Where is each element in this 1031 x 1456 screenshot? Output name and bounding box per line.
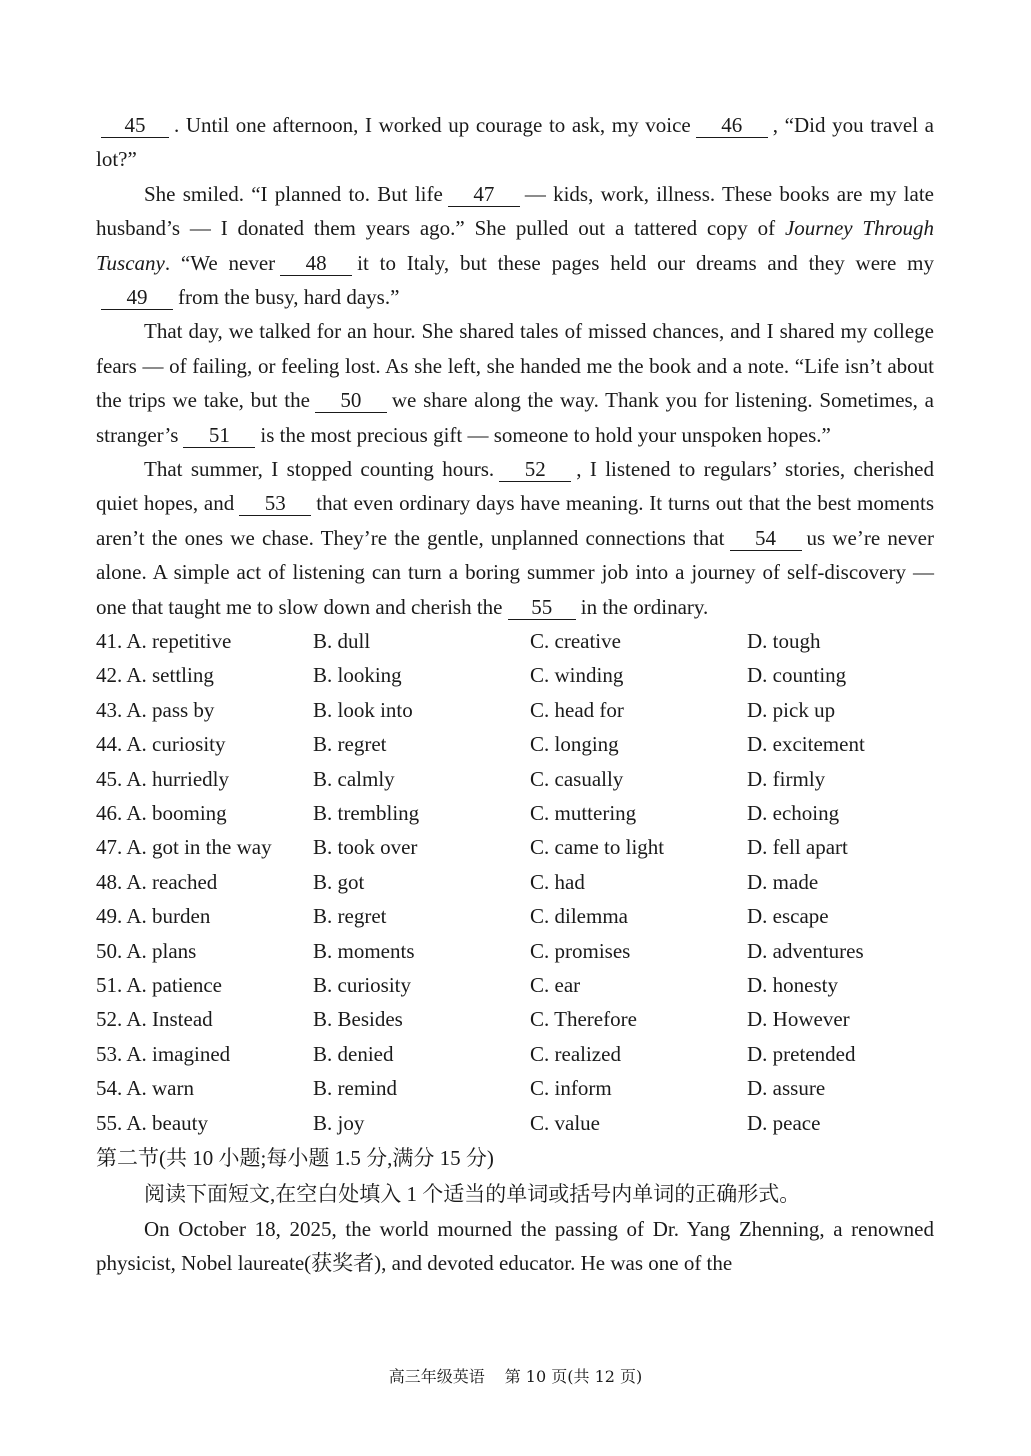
option-a: 52. A. Instead bbox=[96, 1007, 213, 1032]
option-row bbox=[96, 693, 934, 727]
option-row bbox=[96, 762, 934, 796]
option-a: 46. A. booming bbox=[96, 801, 227, 826]
option-b: B. denied bbox=[313, 1041, 394, 1066]
option-c: C. winding bbox=[530, 663, 624, 688]
option-c: C. Therefore bbox=[530, 1007, 637, 1032]
page-footer bbox=[0, 1364, 1031, 1387]
option-b: B. looking bbox=[313, 663, 402, 688]
blank-51: 51 bbox=[183, 423, 255, 448]
passage-paragraph-2: She smiled. “I planned to. But life 47 — kids, work, illness. These books are my late husband’s — I donated them years ago.” She pulled out a tattered copy of Journey Through Tuscany. “We never 48 it to Italy, but these pages held our dreams and they were my49 from the busy, hard days.” bbox=[96, 181, 935, 310]
option-c: C. came to light bbox=[530, 835, 665, 860]
option-d: D. counting bbox=[747, 663, 847, 688]
section-2-heading: 第二节(共 10 小题;每小题 1.5 分,满分 15 分) bbox=[96, 1145, 494, 1170]
option-c: C. inform bbox=[530, 1076, 612, 1101]
option-b: B. calmly bbox=[313, 766, 395, 791]
option-c: C. had bbox=[530, 869, 585, 894]
option-d: D. firmly bbox=[747, 766, 826, 791]
footer-subject: 高三年级英语 bbox=[388, 1367, 485, 1386]
option-d: D. excitement bbox=[747, 732, 865, 757]
option-c: C. casually bbox=[530, 766, 624, 791]
option-a: 55. A. beauty bbox=[96, 1110, 208, 1135]
option-a: 42. A. settling bbox=[96, 663, 214, 688]
option-c: C. creative bbox=[530, 629, 621, 654]
blank-53: 53 bbox=[239, 491, 311, 516]
passage-paragraph-3: That day, we talked for an hour. She shared tales of missed chances, and I shared my college fears — of failing, or feeling lost. As she left, she handed me the book and a note. “Life isn’t about the trips we take, but the 50 we share along the way. Thank you for listening. Sometimes, a stranger’s 51 is the most precious gift — someone to hold your unspoken hopes.” bbox=[96, 319, 934, 447]
option-b: B. curiosity bbox=[313, 973, 411, 997]
option-row bbox=[96, 658, 934, 692]
option-d: D. made bbox=[747, 869, 819, 894]
option-b: B. joy bbox=[313, 1110, 365, 1135]
option-c: C. ear bbox=[530, 973, 581, 997]
option-d: D. adventures bbox=[747, 938, 864, 963]
option-c: C. longing bbox=[530, 732, 619, 757]
passage-paragraph-4: That summer, I stopped counting hours. 52 , I listened to regulars’ stories, cherished quiet hopes, and 53 that even ordinary days have meaning. It turns out that the best moments aren’t the ones we chase. They’re the gentle, unplanned connections that 54 us we’re never alone. A simple act of listening can turn a boring summer job into a journey of self-discovery — one that taught me to slow down and cherish the 55 in the ordinary. bbox=[96, 457, 934, 619]
option-b: B. took over bbox=[313, 835, 418, 860]
option-row bbox=[96, 796, 934, 830]
option-row bbox=[96, 1002, 934, 1036]
option-d: D. echoing bbox=[747, 801, 840, 826]
option-c: C. muttering bbox=[530, 801, 637, 826]
option-row bbox=[96, 624, 934, 658]
blank-47: 47 bbox=[448, 182, 520, 207]
option-d: D. pick up bbox=[747, 697, 836, 722]
section-2-instruction: 阅读下面短文,在空白处填入 1 个适当的单词或括号内单词的正确形式。 bbox=[144, 1181, 801, 1206]
option-a: 53. A. imagined bbox=[96, 1041, 231, 1066]
option-a: 51. A. patience bbox=[96, 973, 222, 997]
option-c: C. dilemma bbox=[530, 904, 628, 929]
option-b: B. look into bbox=[313, 697, 413, 722]
option-d: D. honesty bbox=[747, 973, 838, 997]
option-d: D. fell apart bbox=[747, 835, 848, 860]
option-b: B. Besides bbox=[313, 1007, 403, 1032]
option-d: D. assure bbox=[747, 1076, 826, 1101]
option-b: B. moments bbox=[313, 938, 415, 963]
option-d: D. However bbox=[747, 1007, 850, 1032]
option-c: C. promises bbox=[530, 938, 631, 963]
option-row bbox=[96, 830, 934, 864]
option-row bbox=[96, 934, 934, 968]
blank-48: 48 bbox=[280, 251, 352, 276]
option-a: 49. A. burden bbox=[96, 904, 211, 929]
option-b: B. got bbox=[313, 869, 365, 894]
option-row bbox=[96, 899, 934, 933]
passage-paragraph-1: 45 . Until one afternoon, I worked up courage to ask, my voice 46 , “Did you travel a lot?” bbox=[96, 113, 934, 172]
blank-54: 54 bbox=[730, 526, 802, 551]
option-a: 48. A. reached bbox=[96, 869, 218, 894]
option-d: D. peace bbox=[747, 1110, 821, 1135]
option-a: 50. A. plans bbox=[96, 938, 197, 963]
option-a: 47. A. got in the way bbox=[96, 835, 272, 860]
option-b: B. regret bbox=[313, 904, 387, 929]
option-b: B. regret bbox=[313, 732, 387, 757]
option-d: D. pretended bbox=[747, 1041, 856, 1066]
option-a: 44. A. curiosity bbox=[96, 732, 226, 757]
option-a: 41. A. repetitive bbox=[96, 629, 232, 654]
blank-49: 49 bbox=[101, 285, 173, 310]
option-a: 43. A. pass by bbox=[96, 697, 215, 722]
option-b: B. trembling bbox=[313, 801, 420, 826]
blank-46: 46 bbox=[696, 113, 768, 138]
section-2-passage: On October 18, 2025, the world mourned the passing of Dr. Yang Zhenning, a renowned physicist, Nobel laureate(获奖者), and devoted educator. He was one of the bbox=[96, 1216, 934, 1276]
option-a: 54. A. warn bbox=[96, 1076, 194, 1101]
options-list bbox=[96, 624, 934, 1140]
option-d: D. escape bbox=[747, 904, 829, 929]
option-c: C. value bbox=[530, 1110, 600, 1135]
blank-50: 50 bbox=[315, 388, 387, 413]
option-row bbox=[96, 1071, 934, 1105]
option-d: D. tough bbox=[747, 629, 821, 654]
option-row bbox=[96, 1037, 934, 1071]
option-row bbox=[96, 1106, 934, 1140]
exam-page bbox=[96, 108, 934, 1281]
option-row bbox=[96, 865, 934, 899]
blank-55: 55 bbox=[508, 595, 576, 620]
option-a: 45. A. hurriedly bbox=[96, 766, 229, 791]
blank-52: 52 bbox=[499, 457, 571, 482]
option-row bbox=[96, 727, 934, 761]
option-b: B. dull bbox=[313, 629, 371, 654]
option-c: C. head for bbox=[530, 697, 624, 722]
option-b: B. remind bbox=[313, 1076, 397, 1101]
blank-45: 45 bbox=[101, 113, 169, 138]
footer-page-number: 第 10 页(共 12 页) bbox=[504, 1367, 643, 1386]
option-row bbox=[96, 968, 934, 1002]
option-c: C. realized bbox=[530, 1041, 621, 1066]
book-title: Journey Through Tuscany bbox=[96, 216, 935, 275]
